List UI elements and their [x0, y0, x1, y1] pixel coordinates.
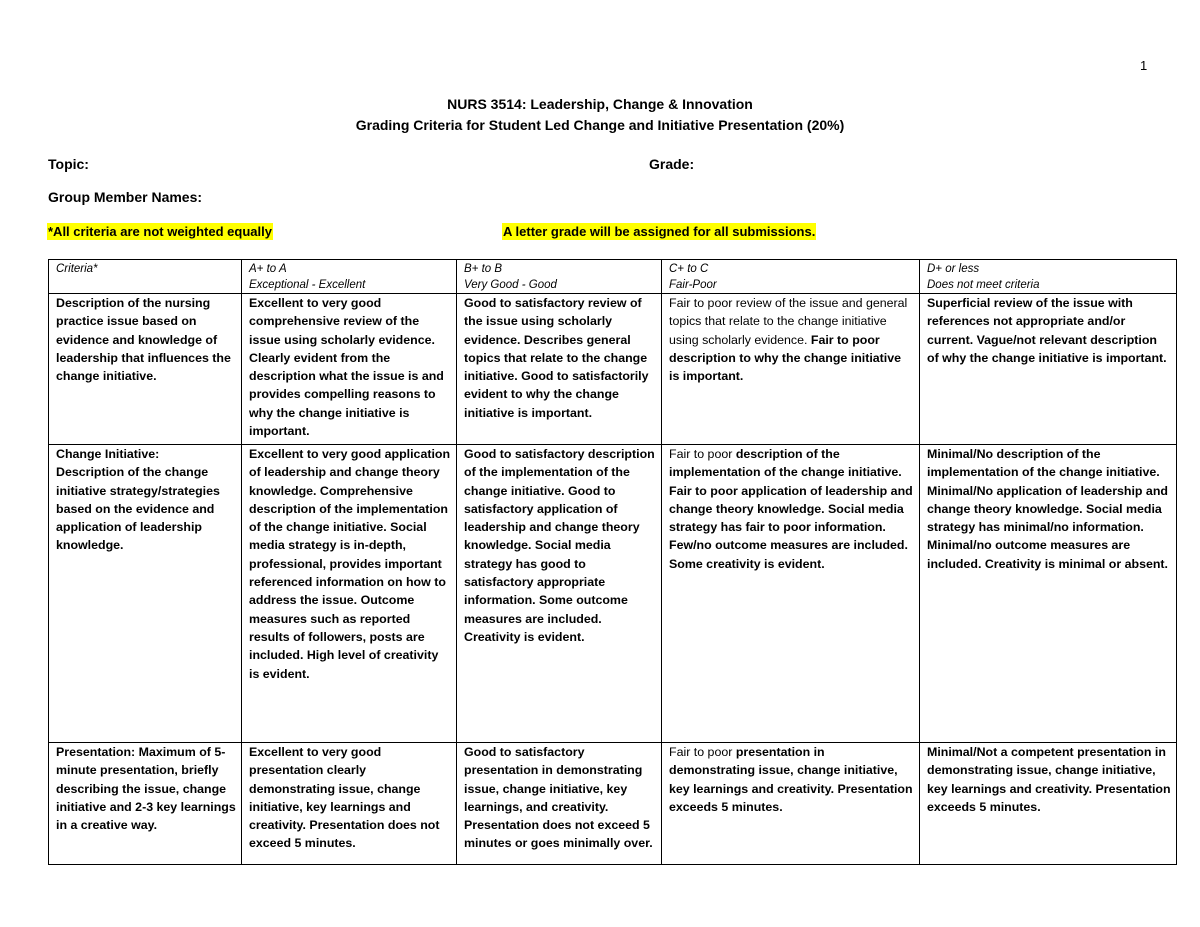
criteria-cell: Description of the nursing practice issue based on evidence and knowledge of leadership that influences the change initiative. — [49, 294, 242, 445]
grade-c-cell: Fair to poor review of the issue and general topics that relate to the change initiative using scholarly evidence. Fair to poor description to why the change initiative is important. — [662, 294, 920, 445]
grade-a-cell: Excellent to very good comprehensive review of the issue using scholarly evidence. Clearly evident from the description what the issue is and provides compelling reasons to why the change initiative is important. — [242, 294, 457, 445]
grade-b-cell: Good to satisfactory review of the issue using scholarly evidence. Describes general topics that relate to the change initiative. Good to satisfactorily evident to why the change initiative is important. — [457, 294, 662, 445]
grading-rubric-table — [48, 259, 1177, 865]
topic-label: Topic: — [48, 156, 89, 172]
grade-d-cell: Minimal/No description of the implementation of the change initiative. Minimal/No application of leadership and change theory knowledge. Social media strategy has minimal/no information. Minimal/no outcome measures are included. Creativity is minimal or absent. — [920, 445, 1177, 743]
grade-d-cell: Superficial review of the issue with references not appropriate and/or current. Vague/not relevant description of why the change initiative is important. — [920, 294, 1177, 445]
weighting-note: *All criteria are not weighted equally — [48, 224, 272, 239]
table-header-row — [49, 260, 1177, 294]
header-grade-b: B+ to B Very Good - Good — [457, 260, 662, 294]
grade-c-cell: Fair to poor presentation in demonstrating issue, change initiative, key learnings and creativity. Presentation exceeds 5 minutes. — [662, 743, 920, 865]
header-grade-a: A+ to A Exceptional - Excellent — [242, 260, 457, 294]
grade-b-cell: Good to satisfactory description of the implementation of the change initiative. Good to satisfactory application of leadership and change theory knowledge. Social media strategy has good to satisfactory appropriate information. Some outcome measures are included. Creativity is evident. — [457, 445, 662, 743]
table-row — [49, 294, 1177, 445]
criteria-cell: Presentation: Maximum of 5-minute presentation, briefly describing the issue, change initiative and 2-3 key learnings in a creative way. — [49, 743, 242, 865]
criteria-cell: Change Initiative: Description of the change initiative strategy/strategies based on the evidence and application of leadership knowledge. — [49, 445, 242, 743]
group-members-label: Group Member Names: — [48, 189, 203, 205]
table-row — [49, 743, 1177, 865]
table-row — [49, 445, 1177, 743]
letter-grade-note: A letter grade will be assigned for all submissions. — [503, 224, 816, 239]
grade-a-cell: Excellent to very good application of leadership and change theory knowledge. Comprehensive description of the implementation of the change initiative. Social media strategy is in-depth, professional, provides important referenced information on how to address the issue. Outcome measures such as reported results of followers, posts are included. High level of creativity is evident. — [242, 445, 457, 743]
header-grade-c: C+ to C Fair-Poor — [662, 260, 920, 294]
header-criteria: Criteria* — [49, 260, 242, 294]
page-number: 1 — [1140, 58, 1148, 73]
grade-d-cell: Minimal/Not a competent presentation in demonstrating issue, change initiative, key learnings and creativity. Presentation exceeds 5 minutes. — [920, 743, 1177, 865]
grade-c-cell: Fair to poor description of the implementation of the change initiative. Fair to poor application of leadership and change theory knowledge. Social media strategy has fair to poor information. Few/no outcome measures are included. Some creativity is evident. — [662, 445, 920, 743]
grade-a-cell: Excellent to very good presentation clearly demonstrating issue, change initiative, key learnings and creativity. Presentation does not exceed 5 minutes. — [242, 743, 457, 865]
grade-label: Grade: — [649, 156, 695, 172]
document-title: Grading Criteria for Student Led Change and Initiative Presentation (20%) — [355, 117, 845, 133]
course-title: NURS 3514: Leadership, Change & Innovation — [447, 96, 753, 112]
header-grade-d: D+ or less Does not meet criteria — [920, 260, 1177, 294]
grade-b-cell: Good to satisfactory presentation in demonstrating issue, change initiative, key learnings, and creativity. Presentation does not exceed 5 minutes or goes minimally over. — [457, 743, 662, 865]
